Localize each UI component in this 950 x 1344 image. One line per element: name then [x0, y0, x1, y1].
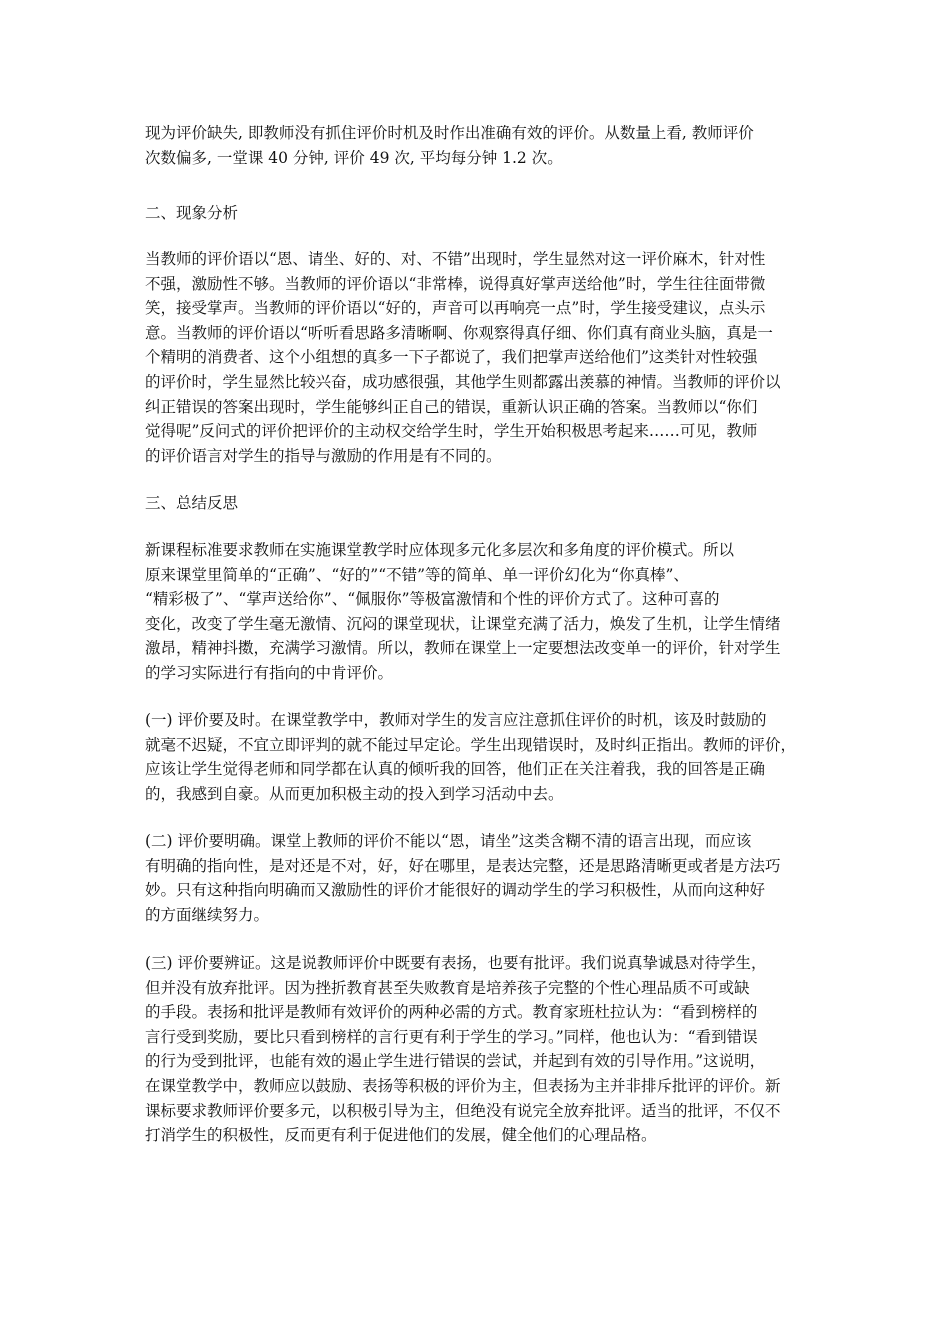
- text-line: 笑，接受掌声。当教师的评价语以“好的，声音可以再响亮一点”时，学生接受建议，点头示: [145, 299, 766, 318]
- text-line: 意。当教师的评价语以“听听看思路多清晰啊、你观察得真仔细、你们真有商业头脑，真是一: [145, 323, 773, 342]
- section-3-heading: [145, 491, 810, 516]
- text-line: 课标要求教师评价要多元，以积极引导为主，但绝没有说完全放弃批评。适当的批评，不仅不: [145, 1101, 781, 1120]
- text-line: “精彩极了”、“掌声送给你”、“佩服你”等极富激情和个性的评价方式了。这种可喜的: [145, 590, 720, 609]
- text-line: 变化，改变了学生毫无激情、沉闷的课堂现状，让课堂充满了活力，焕发了生机，让学生情绪: [145, 614, 781, 633]
- section-2-heading: [145, 201, 810, 226]
- section-2-paragraph: [145, 247, 810, 468]
- text-line: 有明确的指向性，是对还是不对，好，好在哪里，是表达完整，还是思路清晰更或者是方法巧: [145, 856, 781, 875]
- text-line: 的，我感到自豪。从而更加积极主动的投入到学习活动中去。: [145, 784, 564, 803]
- text-line: 激昂，精神抖擞，充满学习激情。所以，教师在课堂上一定要想法改变单一的评价，针对学生: [145, 639, 781, 658]
- point-1-paragraph: [145, 708, 810, 806]
- point-3-paragraph: [145, 951, 810, 1148]
- text-line: 新课程标准要求教师在实施课堂教学时应体现多元化多层次和多角度的评价模式。所以: [145, 541, 735, 559]
- text-line: 现为评价缺失, 即教师没有抓住评价时机及时作出准确有效的评价。从数量上看, 教师评价: [145, 124, 754, 142]
- text-line: 次数偏多, 一堂课 40 分钟, 评价 49 次, 平均每分钟 1.2 次。: [145, 148, 563, 167]
- text-line: 个精明的消费者、这个小组想的真多一下子都说了，我们把掌声送给他们”这类针对性较强: [145, 348, 758, 367]
- section-heading: 三、总结反思: [145, 494, 239, 512]
- text-line: 就毫不迟疑，不宜立即评判的就不能过早定论。学生出现错误时，及时纠正指出。教师的评价，: [145, 735, 797, 754]
- text-line: (一) 评价要及时。在课堂教学中，教师对学生的发言应注意抓住评价的时机，该及时鼓励的: [145, 711, 767, 729]
- text-line: 的手段。表扬和批评是教师有效评价的两种必需的方式。教育家班杜拉认为：“看到榜样的: [145, 1003, 758, 1022]
- text-line: 言行受到奖励，要比只看到榜样的言行更有利于学生的学习。”同样，他也认为：“看到错误: [145, 1027, 758, 1046]
- text-line: 不强，激励性不够。当教师的评价语以“非常棒，说得真好掌声送给他”时，学生往往面带微: [145, 274, 766, 293]
- text-line: 在课堂教学中，教师应以鼓励、表扬等积极的评价为主，但表扬为主并非排斥批评的评价。新: [145, 1076, 781, 1095]
- intro-paragraph: [145, 121, 810, 170]
- text-line: 的行为受到批评，也能有效的遏止学生进行错误的尝试，并起到有效的引导作用。”这说明，: [145, 1052, 766, 1071]
- text-line: 但并没有放弃批评。因为挫折教育甚至失败教育是培养孩子完整的个性心理品质不可或缺: [145, 978, 750, 997]
- point-2-paragraph: [145, 829, 810, 927]
- text-line: 打消学生的积极性，反而更有利于促进他们的发展，健全他们的心理品格。: [145, 1126, 657, 1145]
- text-line: 的评价语言对学生的指导与激励的作用是有不同的。: [145, 446, 502, 465]
- text-line: 的评价时，学生显然比较兴奋，成功感很强，其他学生则都露出羡慕的神情。当教师的评价以: [145, 372, 781, 391]
- text-line: 妙。只有这种指向明确而又激励性的评价才能很好的调动学生的学习积极性，从而向这种好: [145, 881, 766, 900]
- section-3-paragraph: [145, 538, 810, 686]
- text-line: 的方面继续努力。: [145, 905, 270, 924]
- text-line: 纠正错误的答案出现时，学生能够纠正自己的错误，重新认识正确的答案。当教师以“你们: [145, 397, 758, 416]
- text-line: 觉得呢”反问式的评价把评价的主动权交给学生时，学生开始积极思考起来……可见，教师: [145, 422, 758, 441]
- text-line: 应该让学生觉得老师和同学都在认真的倾听我的回答，他们正在关注着我，我的回答是正确: [145, 760, 766, 779]
- text-line: 的学习实际进行有指向的中肯评价。: [145, 663, 394, 682]
- section-heading: 二、现象分析: [145, 204, 239, 222]
- text-line: 当教师的评价语以“恩、请坐、好的、对、不错”出现时，学生显然对这一评价麻木，针对性: [145, 250, 766, 268]
- text-line: 原来课堂里简单的“正确”、“好的”“不错”等的简单、单一评价幻化为“你真棒”、: [145, 565, 689, 584]
- text-line: (二) 评价要明确。课堂上教师的评价不能以“恩，请坐”这类含糊不清的语言出现，而应该: [145, 832, 752, 850]
- text-line: (三) 评价要辨证。这是说教师评价中既要有表扬，也要有批评。我们说真挚诚恳对待学生，: [145, 954, 767, 972]
